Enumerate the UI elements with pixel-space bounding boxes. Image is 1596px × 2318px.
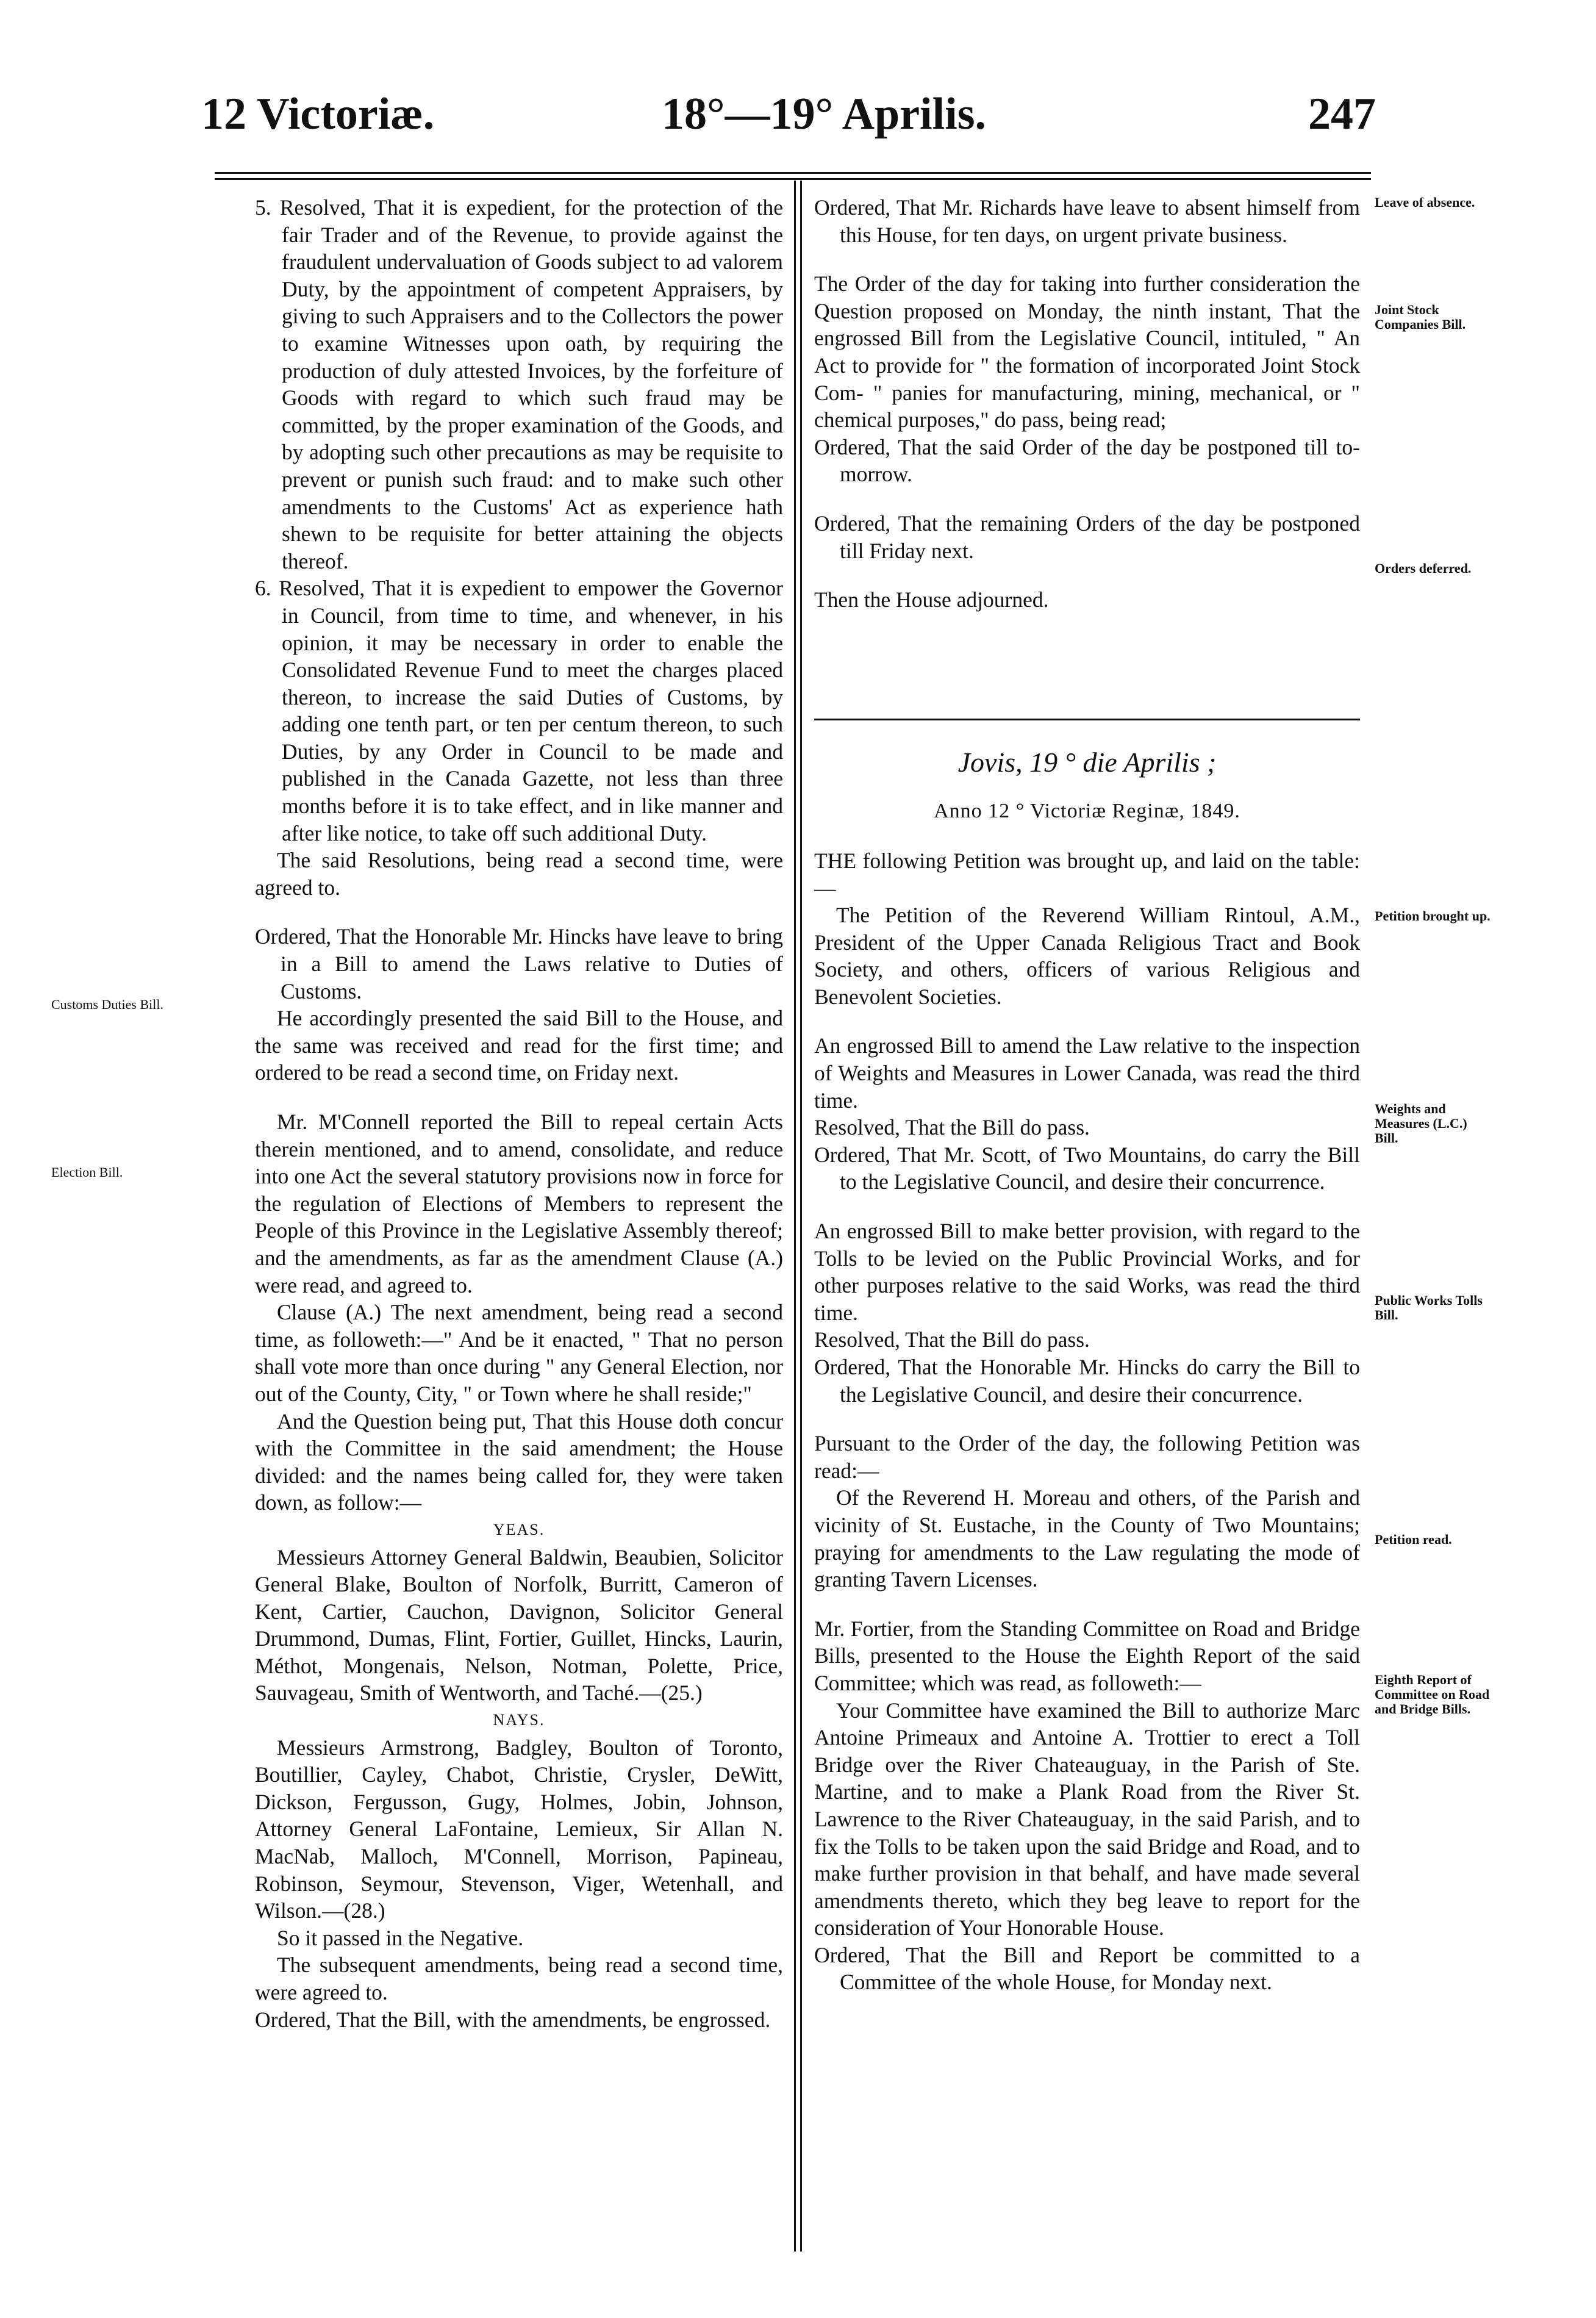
anno-line: Anno 12 ° Victoriæ Reginæ, 1849. (934, 800, 1240, 823)
order-of-day: The Order of the day for taking into further consideration the Question proposed on Monday, the ninth instant, That the engrossed Bill from the Legislative Council, intituled, " An Act to provide for " the formation of incorporated Joint Stock Com- " panies for manufacturing, mining, mechanical, or " chemical purposes," do pass, being read; (814, 271, 1360, 432)
margin-note-petition-brought-up: Petition brought up. (1375, 908, 1490, 924)
nays-label: NAYS. (493, 1711, 545, 1729)
resolution-5: 5. Resolved, That it is expedient, for the protection of the fair Trader and of the Revenue, to provide against the fraudulent undervaluation of Goods subject to ad valorem Duty, by the appointment of competent Appraisers, by giving to such Appraisers and to the Collectors the power to examine Witnesses upon oath, by requiring the production of duly attested Invoices, by the forfeiture of Goods with regard to which such fraud may be committed, by the proper examination of the Goods, and by adopting such other precautions as may be requisite to prevent or punish such fraud: and to make such other amendments to the Customs' Act as experience hath shewn to be requisite for better attaining the objects thereof. (255, 195, 783, 573)
column-divider-double (800, 181, 802, 2252)
tolls-bill: An engrossed Bill to make better provision, with regard to the Tolls to be levied on the Public Provincial Works, and for other purposes relative to the said Works, was read the third time. (814, 1219, 1360, 1325)
margin-note-leave-of-absence: Leave of absence. (1375, 195, 1475, 210)
header-rule-double (215, 178, 1371, 180)
tolls-resolved: Resolved, That the Bill do pass. (814, 1327, 1090, 1352)
nays-list: Messieurs Armstrong, Badgley, Boulton of Toronto, Boutillier, Cayley, Chabot, Christie, Crysler, DeWitt, Dickson, Fergusson, Gugy, Holmes, Jobin, Johnson, Attorney General LaFontaine, Lemieux, Sir Allan N. MacNab, Malloch, M'Connell, Morrison, Papineau, Robinson, Seymour, Stevenson, Viger, Wetenhall, and Wilson.—(28.) (255, 1735, 783, 1923)
margin-note-petition-read: Petition read. (1375, 1532, 1452, 1547)
committed-order: Ordered, That the Bill and Report be committed to a Committee of the whole House, for Monday next. (814, 1942, 1360, 1995)
left-column (255, 194, 783, 2033)
postponed-order: Ordered, That the said Order of the day be postponed till to-morrow. (814, 434, 1360, 487)
margin-note-customs-duties-bill: Customs Duties Bill. (51, 997, 163, 1012)
margin-note-public-works: Public Works Tolls Bill. (1375, 1293, 1483, 1322)
yeas-list: Messieurs Attorney General Baldwin, Beaubien, Solicitor General Blake, Boulton of Norfolk, Burritt, Cameron of Kent, Cartier, Cauchon, Davignon, Solicitor General Drummond, Dumas, Flint, Fortier, Guillet, Hincks, Laurin, Méthot, Mongenais, Nelson, Notman, Polette, Price, Sauvageau, Smith of Wentworth, and Taché.—(25.) (255, 1545, 783, 1706)
committee-report: Your Committee have examined the Bill to authorize Marc Antoine Primeaux and Antoine A. Trottier to erect a Toll Bridge over the River Chateauguay, in the Parish of Ste. Martine, and to make a Plank Road from the River St. Lawrence to the River Chateauguay, in the said Parish, and to fix the Tolls to be taken upon the said Bridge and Road, and to make further provision in that behalf, and have made several amendments thereto, which they beg leave to report for the consideration of Your Honorable House. (814, 1698, 1360, 1940)
richards-leave: Ordered, That Mr. Richards have leave to absent himself from this House, for ten days, on urgent private business. (814, 195, 1360, 247)
page-header (0, 88, 1596, 162)
pursuant-order: Pursuant to the Order of the day, the following Petition was read:— (814, 1431, 1360, 1483)
header-rule (215, 172, 1371, 174)
date-heading: 18°—19° Aprilis. (662, 89, 987, 139)
negative-result: So it passed in the Negative. (277, 1925, 524, 1950)
weights-bill: An engrossed Bill to amend the Law relative to the inspection of Weights and Measures in Lower Canada, was read the third time. (814, 1033, 1360, 1113)
yeas-label: YEAS. (493, 1520, 545, 1538)
mcconnell-report: Mr. M'Connell reported the Bill to repeal certain Acts therein mentioned, and to amend, consolidate, and reduce into one Act the several statutory provisions now in force for the regulation of Elections of Members to represent the People of this Province in the Legislative Assembly thereof; and the amendments, as far as the amendment Clause (A.) were read, and agreed to. (255, 1110, 783, 1297)
weights-ordered: Ordered, That Mr. Scott, of Two Mountains, do carry the Bill to the Legislative Council, and desire their concurrence. (814, 1142, 1360, 1194)
subsequent-amendments: The subsequent amendments, being read a second time, were agreed to. (255, 1953, 783, 2004)
margin-note-election-bill: Election Bill. (51, 1164, 123, 1180)
rintoul-petition: The Petition of the Reverend William Rintoul, A.M., President of the Upper Canada Religious Tract and Book Society, and others, officers of various Religious and Benevolent Societies. (814, 903, 1360, 1009)
margin-note-eighth-report: Eighth Report of Committee on Road and Bridge Bills. (1375, 1672, 1490, 1717)
clause-a: Clause (A.) The next amendment, being read a second time, as followeth:—" And be it enacted, " That no person shall vote more than once during " any General Election, nor out of the County, City, " or Town where he shall reside;" (255, 1300, 783, 1406)
section-rule (814, 719, 1360, 720)
margin-note-joint-stock: Joint Stock Companies Bill. (1375, 302, 1466, 332)
bill-presented: He accordingly presented the said Bill to the House, and the same was received and read for the first time; and ordered to be read a second time, on Friday next. (255, 1006, 783, 1085)
running-title: 12 Victoriæ. (201, 89, 435, 139)
resolutions-agreed: The said Resolutions, being read a second time, were agreed to. (255, 848, 783, 900)
column-divider (794, 181, 796, 2252)
margin-note-orders-deferred: Orders deferred. (1375, 561, 1472, 576)
house-adjourned: Then the House adjourned. (814, 587, 1049, 612)
petition-intro: THE following Petition was brought up, and laid on the table:— (814, 848, 1360, 900)
right-column (814, 194, 1360, 1996)
remaining-orders: Ordered, That the remaining Orders of the day be postponed till Friday next. (814, 511, 1360, 563)
tolls-ordered: Ordered, That the Honorable Mr. Hincks do carry the Bill to the Legislative Council, and desire their concurrence. (814, 1355, 1360, 1407)
fortier-report: Mr. Fortier, from the Standing Committee on Road and Bridge Bills, presented to the House the Eighth Report of the said Committee; which was read, as followeth:— (814, 1616, 1360, 1695)
page-number: 247 (1308, 89, 1376, 139)
margin-note-weights-measures: Weights and Measures (L.C.) Bill. (1375, 1101, 1467, 1146)
resolution-6: 6. Resolved, That it is expedient to empower the Governor in Council, from time to time, and whenever, in his opinion, it may be necessary in order to enable the Consolidated Revenue Fund to meet the charges placed thereon, to increase the said Duties of Customs, by adding one tenth part, or ten per centum thereon, to such Duties, by any Order in Council to be made and published in the Canada Gazette, not less than three months before it is to take effect, and in like manner and after like notice, to take off such additional Duty. (255, 576, 783, 845)
weights-resolved: Resolved, That the Bill do pass. (814, 1115, 1090, 1140)
moreau-petition: Of the Reverend H. Moreau and others, of the Parish and vicinity of St. Eustache, in the County of Two Mountains; praying for amendments to the Law regulating the mode of granting Tavern Licenses. (814, 1485, 1360, 1592)
engrossed-order: Ordered, That the Bill, with the amendments, be engrossed. (255, 2007, 771, 2032)
question-put: And the Question being put, That this House doth concur with the Committee in the said amendment; the House divided: and the names being called for, they were taken down, as follow:— (255, 1408, 783, 1515)
day-title: Jovis, 19 ° die Aprilis ; (957, 746, 1217, 778)
hincks-order: Ordered, That the Honorable Mr. Hincks have leave to bring in a Bill to amend the Laws relative to Duties of Customs. (255, 924, 783, 1003)
